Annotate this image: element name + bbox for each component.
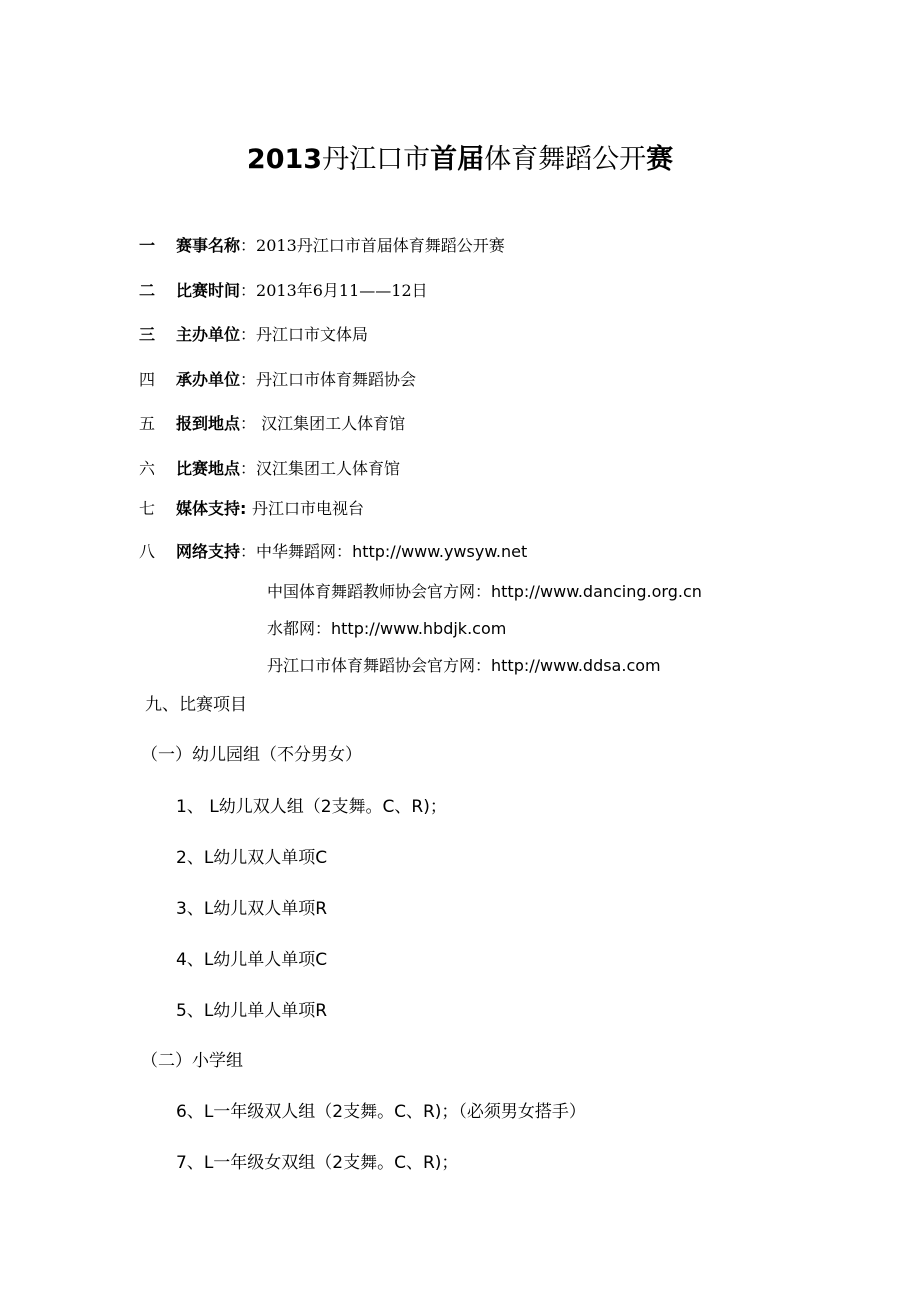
info-value-sep: ： — [336, 542, 353, 561]
info-index: 六 — [139, 459, 156, 478]
title-part1: 丹江口市 — [322, 144, 431, 175]
info-label: 比赛地点 — [176, 459, 241, 478]
list-item: 7、L一年级女双组（2支舞。C、R)； — [176, 1153, 459, 1173]
info-index: 四 — [139, 370, 156, 389]
info-label: 主办单位 — [176, 325, 241, 344]
info-label: 媒体支持 — [176, 499, 241, 518]
website-line — [267, 580, 702, 604]
info-url[interactable]: http://www.ywsyw.net — [352, 542, 528, 561]
list-item: 2、L幼儿双人单项C — [176, 848, 328, 868]
info-index: 一 — [139, 236, 156, 255]
info-value: 丹江口市体育舞蹈协会 — [256, 370, 417, 389]
info-sep: ： — [240, 370, 257, 389]
info-row-time — [139, 279, 428, 303]
group-heading: （二）小学组 — [141, 1051, 243, 1071]
info-sep: ： — [240, 236, 257, 255]
info-sep: ： — [240, 281, 257, 300]
info-row-checkin — [139, 412, 405, 436]
info-label: 网络支持 — [176, 542, 241, 561]
website-line — [267, 654, 661, 678]
info-value: 汉江集团工人体育馆 — [261, 414, 406, 433]
list-item: 6、L一年级双人组（2支舞。C、R)；（必须男女搭手） — [176, 1102, 586, 1122]
info-index: 二 — [139, 281, 156, 300]
title-part3: 体育舞蹈公开 — [484, 144, 647, 175]
info-sep: ： — [240, 414, 262, 433]
website-url[interactable]: http://www.hbdjk.com — [331, 619, 507, 638]
list-item: 1、 L幼儿双人组（2支舞。C、R)； — [176, 797, 447, 817]
website-name: 中国体育舞蹈教师协会官方网： — [267, 582, 492, 601]
group-heading: （一）幼儿园组（不分男女） — [141, 745, 362, 765]
info-row-venue — [139, 457, 400, 481]
info-sep: ： — [240, 459, 257, 478]
info-sep: ： — [240, 542, 257, 561]
website-name: 丹江口市体育舞蹈协会官方网： — [267, 656, 492, 675]
info-row-name — [139, 234, 505, 258]
info-row-host — [139, 323, 368, 347]
info-sep: : — [240, 499, 252, 518]
info-row-web — [139, 540, 527, 564]
info-value: 丹江口市文体局 — [256, 325, 369, 344]
section-heading: 九、比赛项目 — [145, 695, 247, 715]
info-index: 三 — [139, 325, 156, 344]
info-label: 承办单位 — [176, 370, 241, 389]
website-name: 水都网： — [267, 619, 332, 638]
info-index: 五 — [139, 414, 156, 433]
list-item: 5、L幼儿单人单项R — [176, 1001, 328, 1021]
title-year: 2013 — [246, 144, 323, 175]
info-row-media — [139, 497, 364, 521]
title-part2: 首届 — [430, 144, 485, 175]
info-label: 报到地点 — [176, 414, 241, 433]
info-index: 八 — [139, 542, 156, 561]
info-value: 汉江集团工人体育馆 — [256, 459, 401, 478]
website-url[interactable]: http://www.ddsa.com — [491, 656, 661, 675]
info-value: 中华舞蹈网 — [256, 542, 337, 561]
list-item: 3、L幼儿双人单项R — [176, 899, 328, 919]
title-part4: 赛 — [646, 144, 674, 175]
info-row-organizer — [139, 368, 416, 392]
list-item: 4、L幼儿单人单项C — [176, 950, 328, 970]
document-title — [0, 140, 920, 180]
info-value: 2013年6月11——12日 — [256, 281, 428, 300]
info-index: 七 — [139, 499, 156, 518]
website-line — [267, 617, 506, 641]
info-label: 赛事名称 — [176, 236, 241, 255]
info-sep: ： — [240, 325, 257, 344]
info-value: 2013丹江口市首届体育舞蹈公开赛 — [256, 236, 505, 255]
website-url[interactable]: http://www.dancing.org.cn — [491, 582, 702, 601]
info-label: 比赛时间 — [176, 281, 241, 300]
info-value: 丹江口市电视台 — [251, 499, 364, 518]
